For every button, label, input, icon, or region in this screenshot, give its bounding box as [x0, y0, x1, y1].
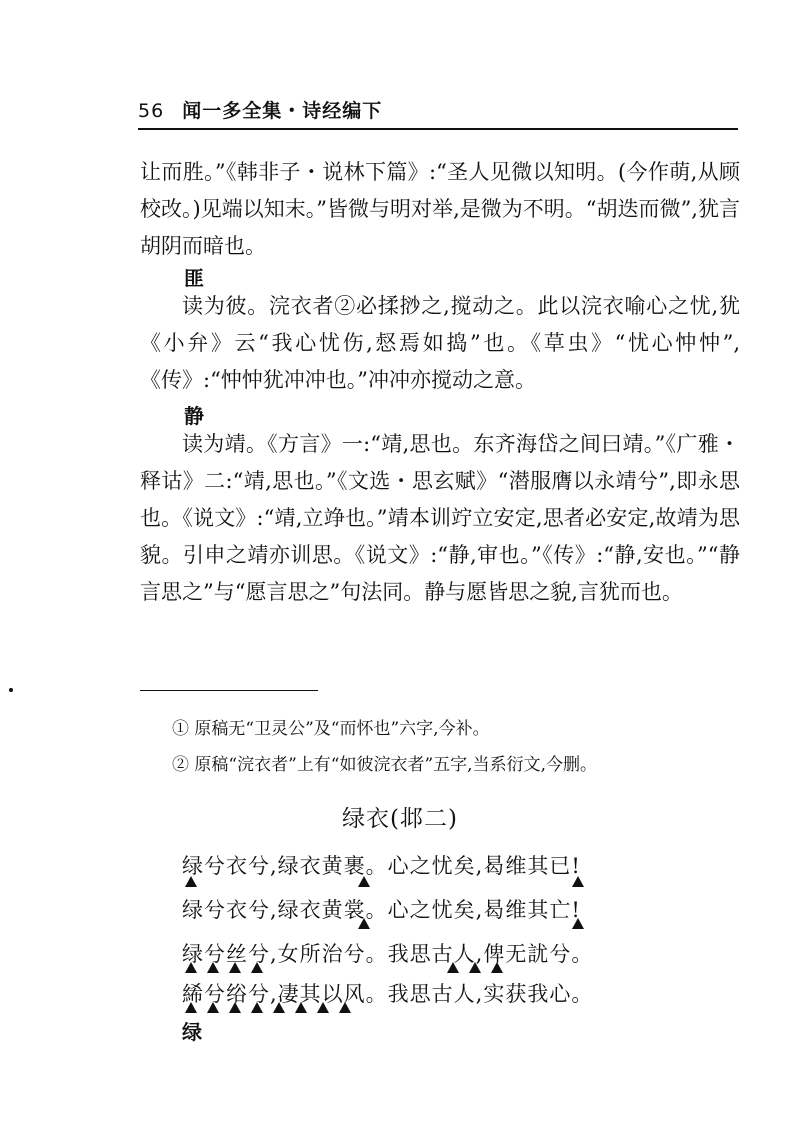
emphasis-marker: [295, 1002, 307, 1013]
emphasis-marker: [339, 1002, 351, 1013]
header-rule: [138, 128, 738, 130]
poem-line-3: 绿兮丝兮,女所治兮。我思古人,俾无訧兮。: [182, 942, 594, 966]
emphasis-marker: [358, 876, 370, 887]
emphasis-marker: [207, 962, 219, 973]
emphasis-marker: [229, 962, 241, 973]
poem-title: 绿衣(邶二): [342, 806, 458, 832]
emphasis-marker: [251, 962, 263, 973]
emphasis-marker: [572, 918, 584, 929]
running-header: [138, 96, 382, 123]
page-number: 56: [138, 100, 165, 122]
emphasis-marker: [185, 876, 197, 887]
paragraph-1: 让而胜。”《韩非子・说林下篇》:“圣人见微以知明。(今作萌,从顾校改。)见端以知末。”皆微与明对举,是微为不明。“胡迭而微”,犹言胡阴而暗也。: [140, 160, 740, 258]
emphasis-marker: [469, 962, 481, 973]
poem-line-4: 絺兮绤兮,凄其以风。我思古人,实获我心。: [182, 982, 594, 1006]
emphasis-marker: [317, 1002, 329, 1013]
emphasis-marker: [185, 962, 197, 973]
emphasis-marker: [447, 962, 459, 973]
footnote-1: ① 原稿无“卫灵公”及“而怀也”六字,今补。: [172, 719, 490, 739]
paragraph-2: 读为彼。浣衣者②必揉挱之,搅动之。此以浣衣喻心之忧,犹《小弁》云“我心忧伤,惄焉如捣”也。《草虫》“忧心忡忡”,《传》:“忡忡犹冲冲也。”冲冲亦搅动之意。: [140, 294, 740, 392]
emphasis-marker: [491, 962, 503, 973]
emphasis-marker: [358, 918, 370, 929]
term-heading-fei: 匪: [184, 266, 204, 290]
footnote-rule: [140, 690, 318, 691]
emphasis-marker: [207, 1002, 219, 1013]
poem-line-1: 绿兮衣兮,绿衣黄裹。心之忧矣,曷维其已!: [182, 854, 581, 878]
paragraph-3: 读为靖。《方言》一:“靖,思也。东齐海岱之间曰靖。”《广雅・释诂》二:“靖,思也。”《文选・思玄赋》“潜服膺以永靖兮”,即永思也。《说文》:“靖,立竫也。”靖本训竚立安定,思者必安定,故靖为思貌。引申之靖亦训思。《说文》:“静,审也。”《传》:“静,安也。”“静言思之”与“愿言思之”句法同。静与愿皆思之貌,言犹而也。: [140, 432, 740, 604]
term-heading-jing: 静: [184, 404, 204, 428]
term-heading-lv: 绿: [182, 1020, 202, 1044]
emphasis-marker: [273, 1002, 285, 1013]
poem-line-2: 绿兮衣兮,绿衣黄裳。心之忧矣,曷维其亡!: [182, 898, 581, 922]
margin-speck: [9, 688, 13, 692]
emphasis-marker: [185, 1002, 197, 1013]
emphasis-marker: [572, 876, 584, 887]
book-title: 闻一多全集・诗经编下: [182, 100, 383, 122]
emphasis-marker: [229, 1002, 241, 1013]
footnote-2: ② 原稿“浣衣者”上有“如彼浣衣者”五字,当系衍文,今删。: [172, 755, 597, 775]
emphasis-marker: [251, 1002, 263, 1013]
